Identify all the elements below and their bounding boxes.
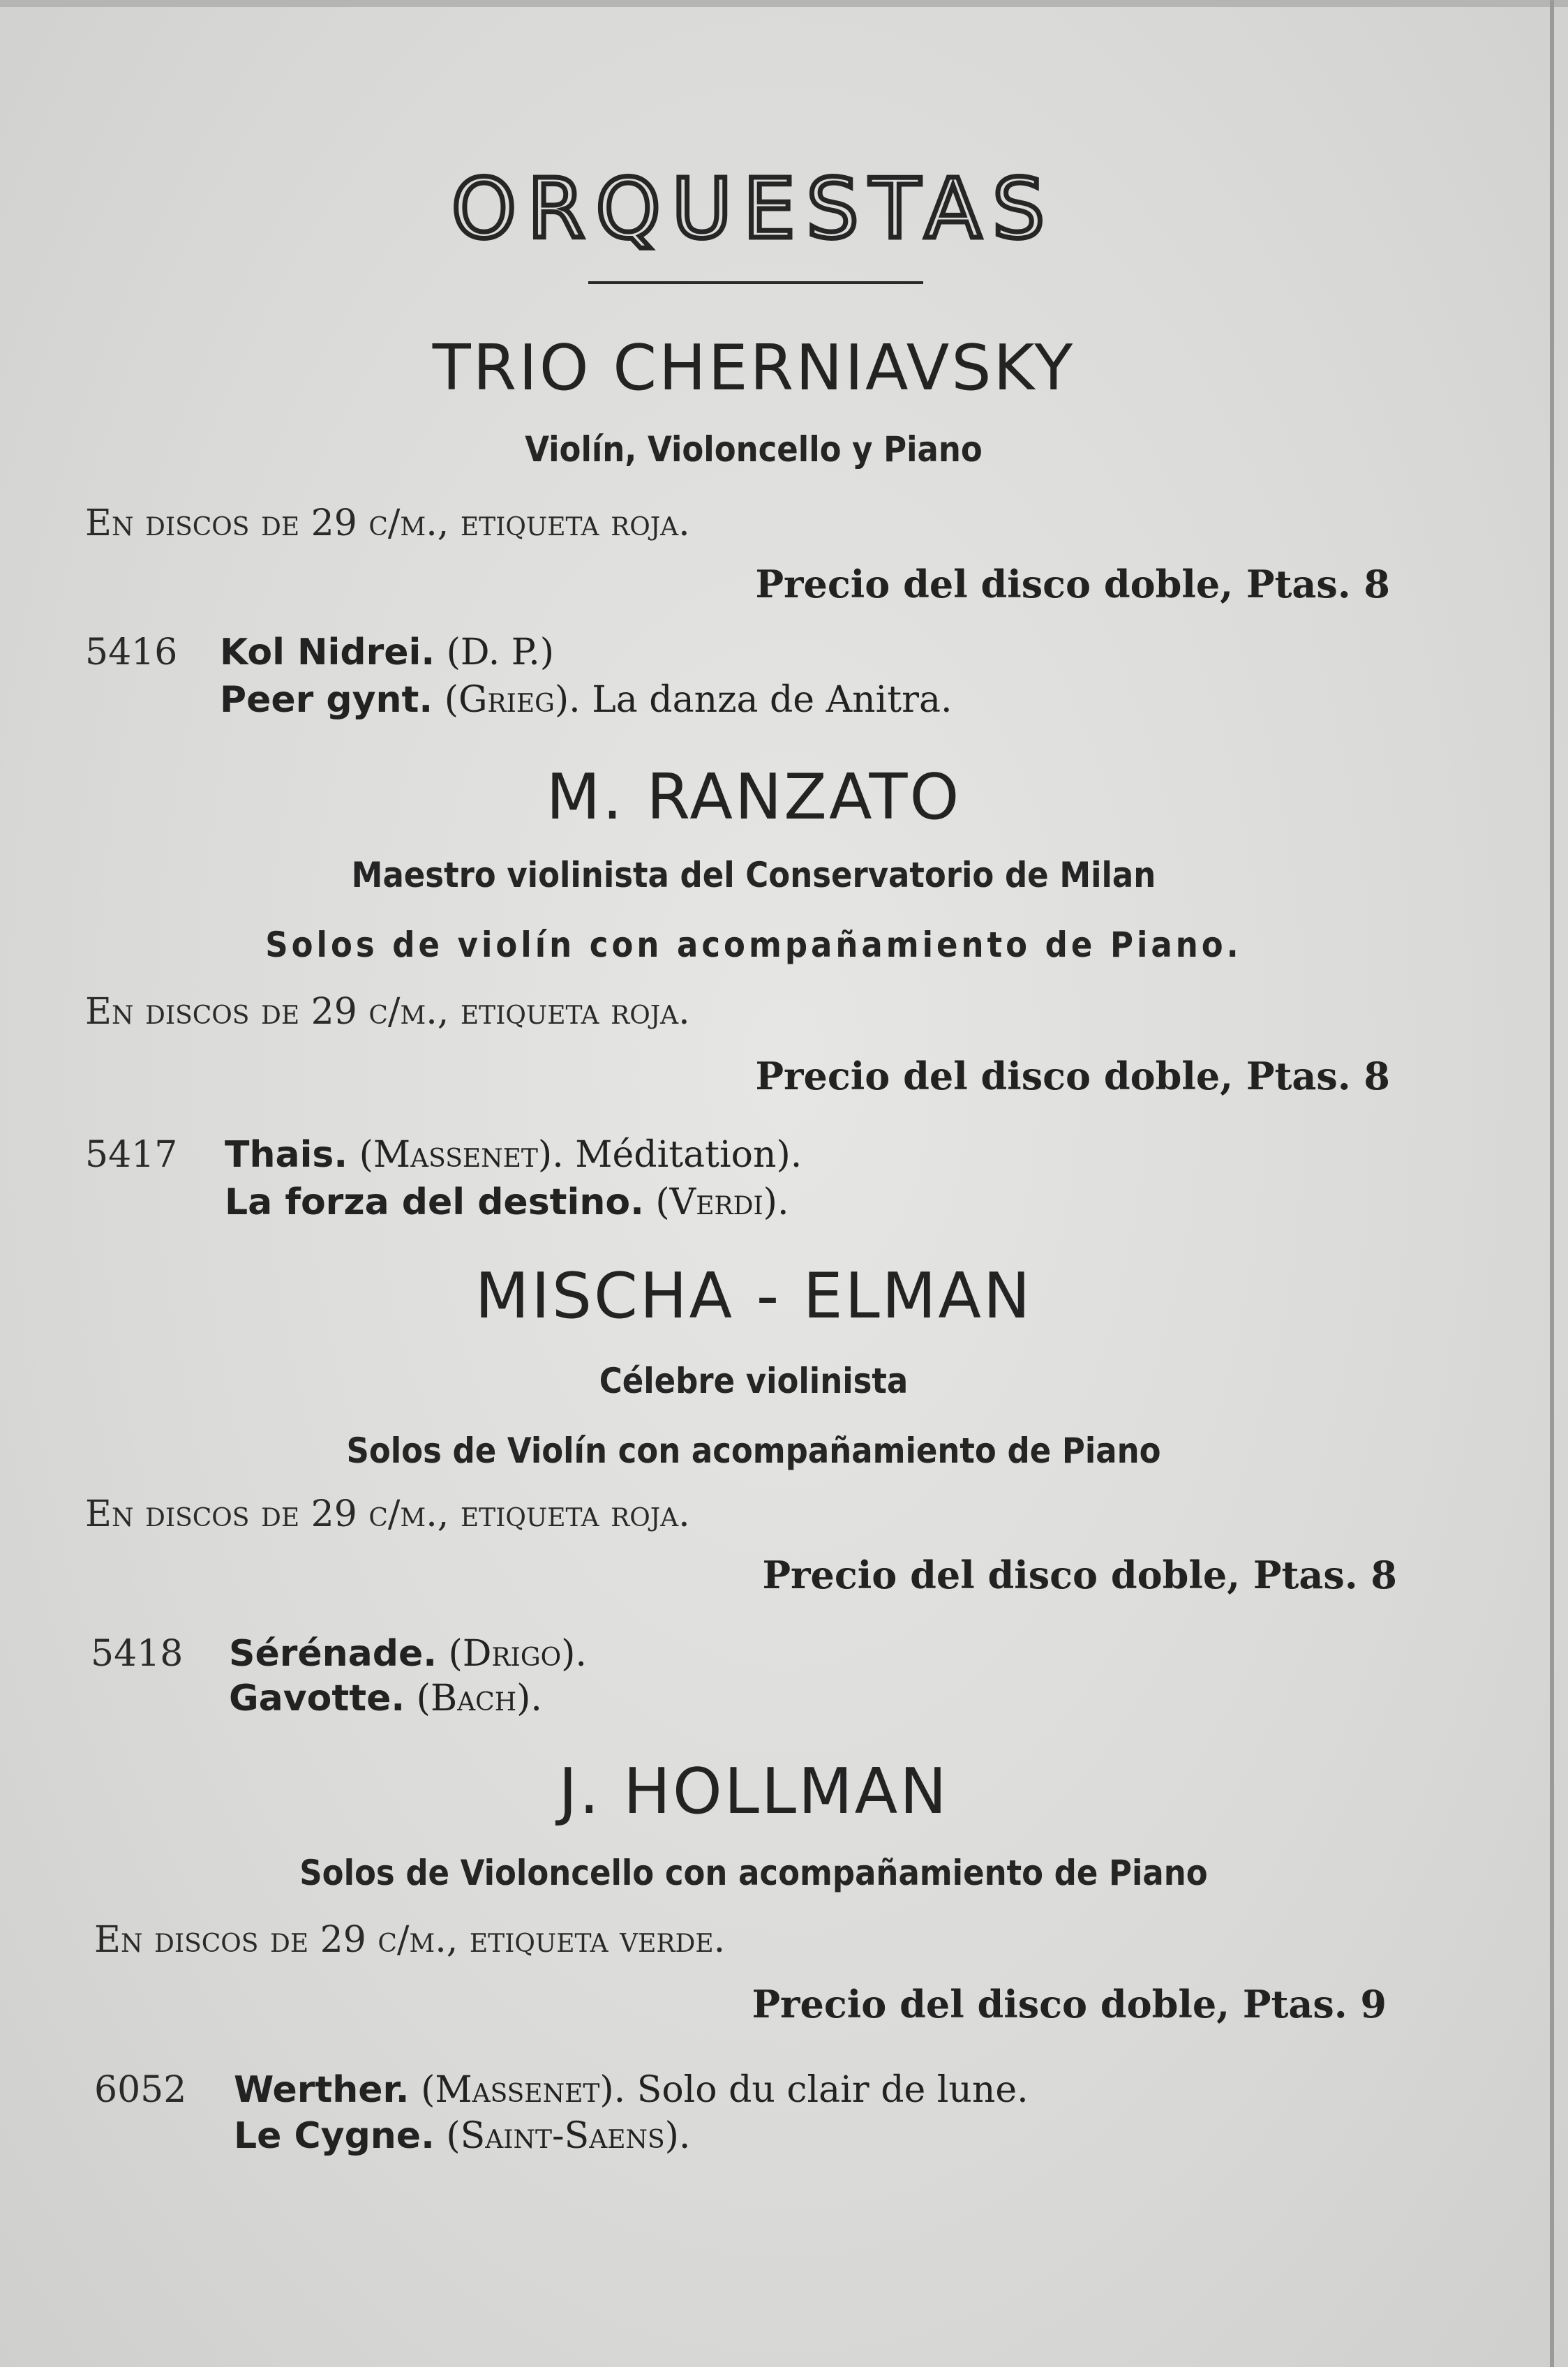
price-line: Precio del disco doble, Ptas. 8 (762, 1553, 1397, 1597)
page-title: ORQUESTAS (451, 160, 1056, 257)
track-composer: (Saint-Saens). (446, 2115, 691, 2157)
track-line (234, 2069, 1029, 2111)
disc-info-text: En discos de 29 c/m., etiqueta roja. (85, 502, 690, 544)
artist-heading: J. HOLLMAN (558, 1755, 949, 1828)
track-composer: (Massenet). (421, 2069, 626, 2111)
page-edge-top (0, 0, 1568, 7)
artist-subtitle: Solos de Violoncello con acompañamiento de Piano (299, 1853, 1208, 1893)
price-line: Precio del disco doble, Ptas. 9 (752, 1982, 1387, 2026)
track-composer: (D. P.) (446, 632, 555, 673)
track-extra: Méditation). (575, 1134, 802, 1176)
price-line: Precio del disco doble, Ptas. 8 (755, 562, 1390, 606)
record-number: 5417 (85, 1134, 178, 1176)
artist-subtitle: Célebre violinista (599, 1361, 909, 1401)
disc-info (85, 1493, 690, 1535)
record-number: 5418 (91, 1633, 184, 1675)
track-title: Gavotte. (229, 1678, 405, 1719)
track-line (220, 632, 554, 673)
price-line: Precio del disco doble, Ptas. 8 (755, 1054, 1390, 1098)
disc-info (85, 991, 690, 1033)
track-line (220, 679, 953, 721)
track-composer: (Grieg). (444, 679, 581, 721)
artist-subtitle: Solos de violín con acompañamiento de Piano. (265, 925, 1242, 965)
track-line (225, 1181, 789, 1223)
artist-subtitle: Solos de Violín con acompañamiento de Piano (346, 1431, 1161, 1471)
record-number: 5416 (85, 632, 178, 673)
track-line (229, 1678, 542, 1719)
disc-info-text: En discos de 29 c/m., etiqueta roja. (85, 1493, 690, 1535)
artist-heading: M. RANZATO (546, 761, 962, 834)
track-title: La forza del destino. (225, 1181, 644, 1223)
track-line (225, 1134, 802, 1176)
artist-heading: TRIO CHERNIAVSKY (432, 331, 1075, 405)
record-number: 6052 (94, 2069, 187, 2111)
title-divider (588, 281, 923, 284)
disc-info-text: En discos de 29 c/m., etiqueta roja. (85, 991, 690, 1033)
track-composer: (Massenet). (359, 1134, 564, 1176)
disc-info (85, 502, 690, 544)
track-composer: (Drigo). (448, 1633, 587, 1675)
track-composer: (Verdi). (655, 1181, 789, 1223)
track-extra: La danza de Anitra. (592, 679, 953, 721)
track-title: Thais. (225, 1134, 348, 1176)
track-line (234, 2115, 690, 2157)
page-edge-right (1550, 0, 1554, 2367)
artist-heading: MISCHA - ELMAN (475, 1260, 1033, 1333)
track-extra: Solo du clair de lune. (636, 2069, 1029, 2111)
track-composer: (Bach). (416, 1678, 542, 1719)
track-title: Peer gynt. (220, 679, 433, 721)
track-title: Werther. (234, 2069, 410, 2111)
track-title: Kol Nidrei. (220, 632, 435, 673)
disc-info (94, 1919, 725, 1961)
artist-subtitle: Violín, Violoncello y Piano (525, 429, 983, 470)
artist-subtitle: Maestro violinista del Conservatorio de Milan (351, 855, 1156, 895)
track-title: Sérénade. (229, 1633, 437, 1675)
track-line (229, 1633, 587, 1675)
disc-info-text: En discos de 29 c/m., etiqueta verde. (94, 1919, 726, 1961)
track-title: Le Cygne. (234, 2115, 435, 2157)
